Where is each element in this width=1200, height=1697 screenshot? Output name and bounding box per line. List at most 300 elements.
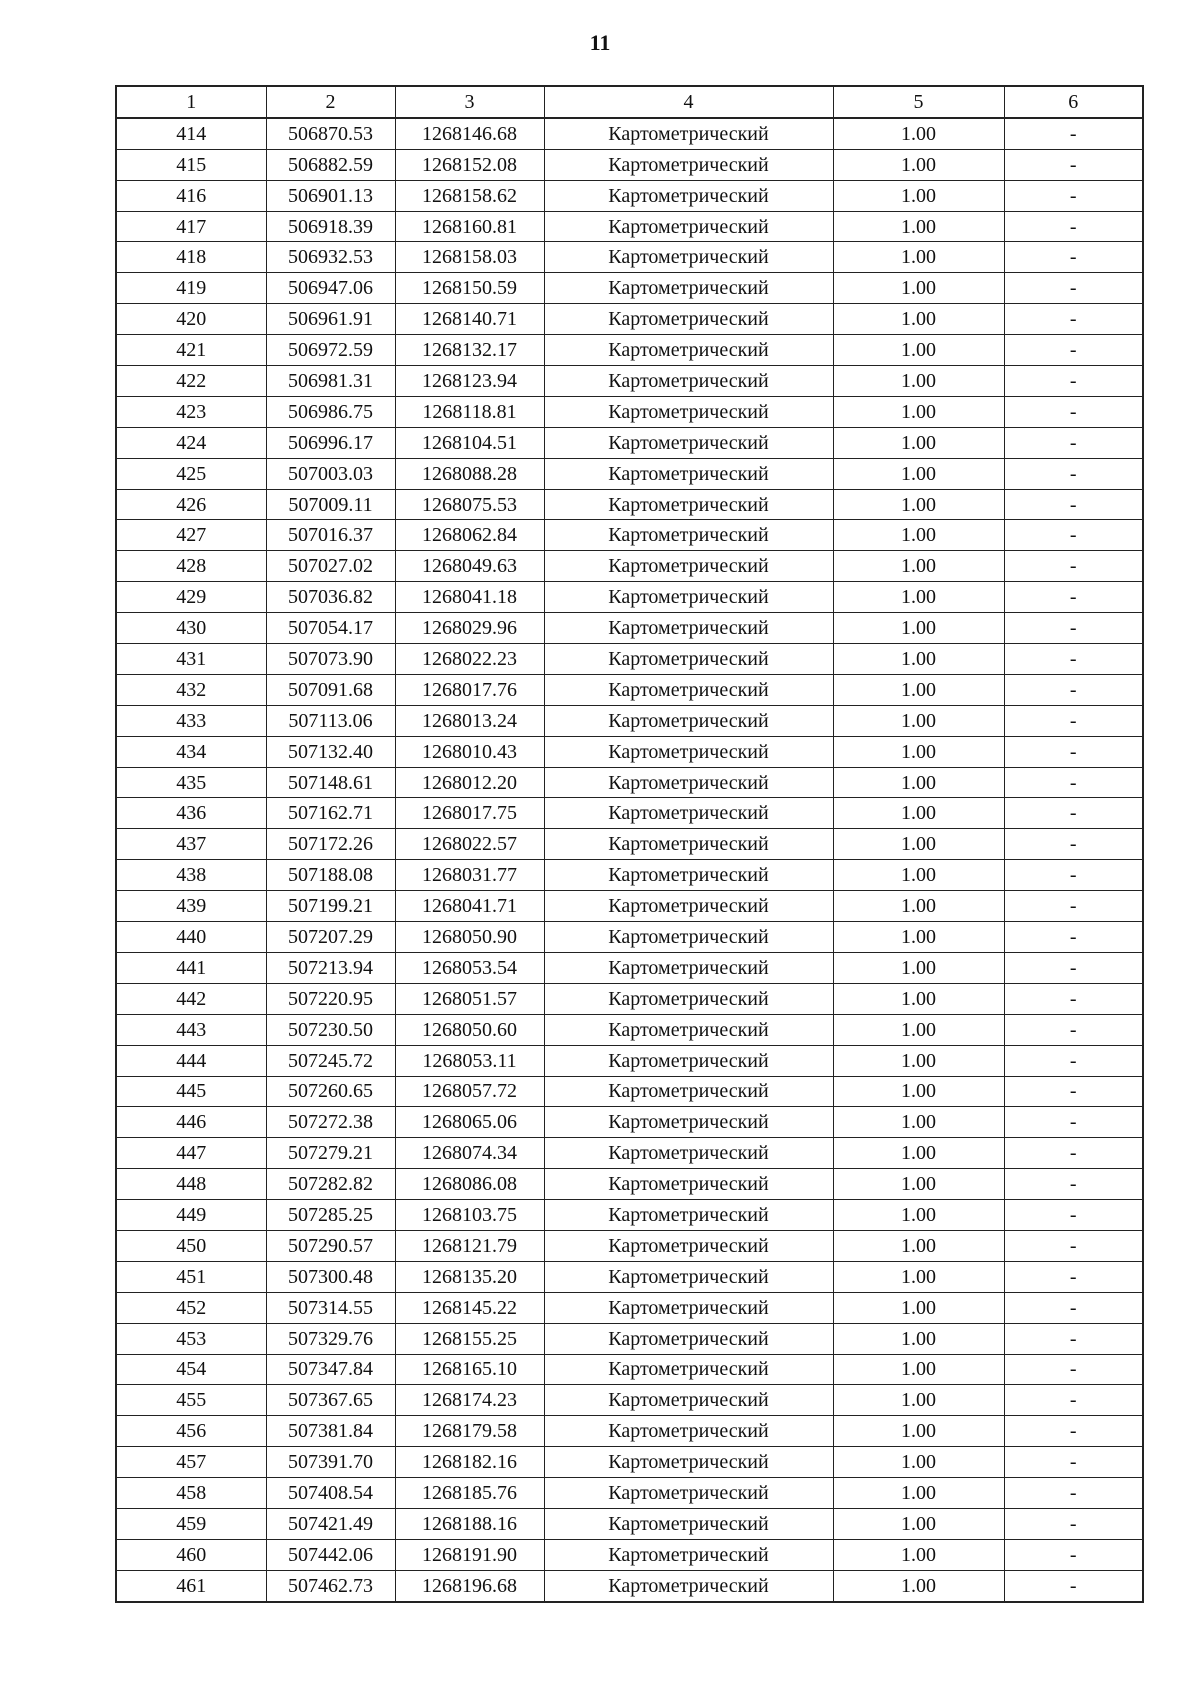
point-number-cell: 453 — [116, 1323, 266, 1354]
y-coordinate-cell: 1268196.68 — [395, 1570, 544, 1601]
y-coordinate-cell: 1268179.58 — [395, 1416, 544, 1447]
method-cell: Картометрический — [544, 1169, 833, 1200]
accuracy-cell: 1.00 — [833, 551, 1004, 582]
y-coordinate-cell: 1268010.43 — [395, 736, 544, 767]
point-number-cell: 426 — [116, 489, 266, 520]
x-coordinate-cell: 507300.48 — [266, 1261, 395, 1292]
method-cell: Картометрический — [544, 767, 833, 798]
point-number-cell: 421 — [116, 335, 266, 366]
method-cell: Картометрический — [544, 1447, 833, 1478]
point-number-cell: 438 — [116, 860, 266, 891]
accuracy-cell: 1.00 — [833, 1169, 1004, 1200]
method-cell: Картометрический — [544, 489, 833, 520]
accuracy-cell: 1.00 — [833, 396, 1004, 427]
table-row — [116, 304, 1143, 335]
x-coordinate-cell: 507009.11 — [266, 489, 395, 520]
table-row — [116, 149, 1143, 180]
y-coordinate-cell: 1268104.51 — [395, 427, 544, 458]
point-number-cell: 454 — [116, 1354, 266, 1385]
y-coordinate-cell: 1268174.23 — [395, 1385, 544, 1416]
accuracy-cell: 1.00 — [833, 983, 1004, 1014]
table-row — [116, 674, 1143, 705]
y-coordinate-cell: 1268155.25 — [395, 1323, 544, 1354]
note-cell: - — [1004, 1200, 1143, 1231]
table-row — [116, 427, 1143, 458]
table-row — [116, 335, 1143, 366]
note-cell: - — [1004, 273, 1143, 304]
accuracy-cell: 1.00 — [833, 180, 1004, 211]
note-cell: - — [1004, 1045, 1143, 1076]
accuracy-cell: 1.00 — [833, 922, 1004, 953]
table-row — [116, 366, 1143, 397]
accuracy-cell: 1.00 — [833, 335, 1004, 366]
accuracy-cell: 1.00 — [833, 644, 1004, 675]
point-number-cell: 435 — [116, 767, 266, 798]
point-number-cell: 431 — [116, 644, 266, 675]
x-coordinate-cell: 506870.53 — [266, 118, 395, 149]
y-coordinate-cell: 1268022.57 — [395, 829, 544, 860]
table-row — [116, 458, 1143, 489]
table-row — [116, 118, 1143, 149]
x-coordinate-cell: 507421.49 — [266, 1508, 395, 1539]
x-coordinate-cell: 507408.54 — [266, 1478, 395, 1509]
table-row — [116, 396, 1143, 427]
x-coordinate-cell: 507172.26 — [266, 829, 395, 860]
method-cell: Картометрический — [544, 1230, 833, 1261]
method-cell: Картометрический — [544, 736, 833, 767]
method-cell: Картометрический — [544, 520, 833, 551]
point-number-cell: 445 — [116, 1076, 266, 1107]
x-coordinate-cell: 507199.21 — [266, 891, 395, 922]
table-body — [116, 118, 1143, 1602]
y-coordinate-cell: 1268103.75 — [395, 1200, 544, 1231]
method-cell: Картометрический — [544, 983, 833, 1014]
table-row — [116, 1200, 1143, 1231]
table-row — [116, 1478, 1143, 1509]
method-cell: Картометрический — [544, 366, 833, 397]
x-coordinate-cell: 507314.55 — [266, 1292, 395, 1323]
method-cell: Картометрический — [544, 211, 833, 242]
accuracy-cell: 1.00 — [833, 1478, 1004, 1509]
method-cell: Картометрический — [544, 551, 833, 582]
method-cell: Картометрический — [544, 242, 833, 273]
method-cell: Картометрический — [544, 1570, 833, 1601]
table-row — [116, 242, 1143, 273]
point-number-cell: 415 — [116, 149, 266, 180]
accuracy-cell: 1.00 — [833, 1447, 1004, 1478]
accuracy-cell: 1.00 — [833, 767, 1004, 798]
x-coordinate-cell: 506972.59 — [266, 335, 395, 366]
table-row — [116, 520, 1143, 551]
note-cell: - — [1004, 427, 1143, 458]
column-header-6: 6 — [1004, 86, 1143, 118]
point-number-cell: 442 — [116, 983, 266, 1014]
method-cell: Картометрический — [544, 891, 833, 922]
column-header-4: 4 — [544, 86, 833, 118]
x-coordinate-cell: 507230.50 — [266, 1014, 395, 1045]
y-coordinate-cell: 1268041.71 — [395, 891, 544, 922]
x-coordinate-cell: 507073.90 — [266, 644, 395, 675]
point-number-cell: 450 — [116, 1230, 266, 1261]
point-number-cell: 441 — [116, 952, 266, 983]
note-cell: - — [1004, 1478, 1143, 1509]
point-number-cell: 455 — [116, 1385, 266, 1416]
point-number-cell: 439 — [116, 891, 266, 922]
point-number-cell: 440 — [116, 922, 266, 953]
method-cell: Картометрический — [544, 1014, 833, 1045]
y-coordinate-cell: 1268075.53 — [395, 489, 544, 520]
point-number-cell: 458 — [116, 1478, 266, 1509]
x-coordinate-cell: 507027.02 — [266, 551, 395, 582]
method-cell: Картометрический — [544, 582, 833, 613]
table-row — [116, 1323, 1143, 1354]
note-cell: - — [1004, 520, 1143, 551]
table-row — [116, 736, 1143, 767]
method-cell: Картометрический — [544, 1416, 833, 1447]
point-number-cell: 448 — [116, 1169, 266, 1200]
point-number-cell: 424 — [116, 427, 266, 458]
table-row — [116, 798, 1143, 829]
accuracy-cell: 1.00 — [833, 613, 1004, 644]
method-cell: Картометрический — [544, 149, 833, 180]
accuracy-cell: 1.00 — [833, 366, 1004, 397]
table-row — [116, 1447, 1143, 1478]
point-number-cell: 427 — [116, 520, 266, 551]
note-cell: - — [1004, 1138, 1143, 1169]
table-row — [116, 1354, 1143, 1385]
method-cell: Картометрический — [544, 396, 833, 427]
point-number-cell: 429 — [116, 582, 266, 613]
note-cell: - — [1004, 458, 1143, 489]
method-cell: Картометрический — [544, 1323, 833, 1354]
accuracy-cell: 1.00 — [833, 1076, 1004, 1107]
x-coordinate-cell: 507347.84 — [266, 1354, 395, 1385]
x-coordinate-cell: 507290.57 — [266, 1230, 395, 1261]
y-coordinate-cell: 1268013.24 — [395, 705, 544, 736]
accuracy-cell: 1.00 — [833, 736, 1004, 767]
note-cell: - — [1004, 860, 1143, 891]
method-cell: Картометрический — [544, 1354, 833, 1385]
note-cell: - — [1004, 180, 1143, 211]
table-row — [116, 1385, 1143, 1416]
y-coordinate-cell: 1268017.76 — [395, 674, 544, 705]
method-cell: Картометрический — [544, 335, 833, 366]
note-cell: - — [1004, 674, 1143, 705]
note-cell: - — [1004, 829, 1143, 860]
table-row — [116, 1107, 1143, 1138]
x-coordinate-cell: 507054.17 — [266, 613, 395, 644]
column-header-2: 2 — [266, 86, 395, 118]
y-coordinate-cell: 1268123.94 — [395, 366, 544, 397]
note-cell: - — [1004, 767, 1143, 798]
x-coordinate-cell: 507188.08 — [266, 860, 395, 891]
y-coordinate-cell: 1268132.17 — [395, 335, 544, 366]
y-coordinate-cell: 1268086.08 — [395, 1169, 544, 1200]
x-coordinate-cell: 507272.38 — [266, 1107, 395, 1138]
note-cell: - — [1004, 736, 1143, 767]
accuracy-cell: 1.00 — [833, 458, 1004, 489]
y-coordinate-cell: 1268158.03 — [395, 242, 544, 273]
x-coordinate-cell: 506901.13 — [266, 180, 395, 211]
y-coordinate-cell: 1268188.16 — [395, 1508, 544, 1539]
accuracy-cell: 1.00 — [833, 273, 1004, 304]
accuracy-cell: 1.00 — [833, 1354, 1004, 1385]
accuracy-cell: 1.00 — [833, 1045, 1004, 1076]
y-coordinate-cell: 1268012.20 — [395, 767, 544, 798]
accuracy-cell: 1.00 — [833, 674, 1004, 705]
coordinates-table — [115, 85, 1144, 1603]
table-row — [116, 1169, 1143, 1200]
accuracy-cell: 1.00 — [833, 1508, 1004, 1539]
x-coordinate-cell: 507162.71 — [266, 798, 395, 829]
note-cell: - — [1004, 983, 1143, 1014]
method-cell: Картометрический — [544, 674, 833, 705]
method-cell: Картометрический — [544, 1539, 833, 1570]
y-coordinate-cell: 1268152.08 — [395, 149, 544, 180]
point-number-cell: 418 — [116, 242, 266, 273]
note-cell: - — [1004, 891, 1143, 922]
note-cell: - — [1004, 211, 1143, 242]
point-number-cell: 460 — [116, 1539, 266, 1570]
method-cell: Картометрический — [544, 458, 833, 489]
note-cell: - — [1004, 922, 1143, 953]
accuracy-cell: 1.00 — [833, 1107, 1004, 1138]
table-row — [116, 1045, 1143, 1076]
point-number-cell: 459 — [116, 1508, 266, 1539]
point-number-cell: 420 — [116, 304, 266, 335]
y-coordinate-cell: 1268191.90 — [395, 1539, 544, 1570]
table-row — [116, 1292, 1143, 1323]
y-coordinate-cell: 1268050.90 — [395, 922, 544, 953]
accuracy-cell: 1.00 — [833, 149, 1004, 180]
y-coordinate-cell: 1268050.60 — [395, 1014, 544, 1045]
column-header-5: 5 — [833, 86, 1004, 118]
note-cell: - — [1004, 1076, 1143, 1107]
y-coordinate-cell: 1268031.77 — [395, 860, 544, 891]
method-cell: Картометрический — [544, 705, 833, 736]
note-cell: - — [1004, 705, 1143, 736]
y-coordinate-cell: 1268140.71 — [395, 304, 544, 335]
note-cell: - — [1004, 118, 1143, 149]
point-number-cell: 461 — [116, 1570, 266, 1601]
method-cell: Картометрический — [544, 427, 833, 458]
point-number-cell: 444 — [116, 1045, 266, 1076]
table-row — [116, 891, 1143, 922]
table-header-row — [116, 86, 1143, 118]
method-cell: Картометрический — [544, 644, 833, 675]
point-number-cell: 419 — [116, 273, 266, 304]
method-cell: Картометрический — [544, 613, 833, 644]
y-coordinate-cell: 1268135.20 — [395, 1261, 544, 1292]
table-row — [116, 582, 1143, 613]
note-cell: - — [1004, 551, 1143, 582]
y-coordinate-cell: 1268088.28 — [395, 458, 544, 489]
note-cell: - — [1004, 149, 1143, 180]
accuracy-cell: 1.00 — [833, 1416, 1004, 1447]
point-number-cell: 452 — [116, 1292, 266, 1323]
accuracy-cell: 1.00 — [833, 211, 1004, 242]
accuracy-cell: 1.00 — [833, 705, 1004, 736]
note-cell: - — [1004, 1230, 1143, 1261]
point-number-cell: 423 — [116, 396, 266, 427]
x-coordinate-cell: 507282.82 — [266, 1169, 395, 1200]
x-coordinate-cell: 507462.73 — [266, 1570, 395, 1601]
column-header-3: 3 — [395, 86, 544, 118]
method-cell: Картометрический — [544, 1107, 833, 1138]
table-row — [116, 551, 1143, 582]
note-cell: - — [1004, 1416, 1143, 1447]
note-cell: - — [1004, 335, 1143, 366]
y-coordinate-cell: 1268029.96 — [395, 613, 544, 644]
note-cell: - — [1004, 582, 1143, 613]
note-cell: - — [1004, 366, 1143, 397]
point-number-cell: 443 — [116, 1014, 266, 1045]
x-coordinate-cell: 507391.70 — [266, 1447, 395, 1478]
y-coordinate-cell: 1268049.63 — [395, 551, 544, 582]
note-cell: - — [1004, 613, 1143, 644]
note-cell: - — [1004, 1292, 1143, 1323]
y-coordinate-cell: 1268185.76 — [395, 1478, 544, 1509]
x-coordinate-cell: 507367.65 — [266, 1385, 395, 1416]
point-number-cell: 447 — [116, 1138, 266, 1169]
note-cell: - — [1004, 396, 1143, 427]
point-number-cell: 457 — [116, 1447, 266, 1478]
y-coordinate-cell: 1268017.75 — [395, 798, 544, 829]
x-coordinate-cell: 507213.94 — [266, 952, 395, 983]
method-cell: Картометрический — [544, 952, 833, 983]
x-coordinate-cell: 507260.65 — [266, 1076, 395, 1107]
y-coordinate-cell: 1268158.62 — [395, 180, 544, 211]
x-coordinate-cell: 507132.40 — [266, 736, 395, 767]
table-row — [116, 644, 1143, 675]
point-number-cell: 436 — [116, 798, 266, 829]
x-coordinate-cell: 506918.39 — [266, 211, 395, 242]
y-coordinate-cell: 1268146.68 — [395, 118, 544, 149]
accuracy-cell: 1.00 — [833, 891, 1004, 922]
x-coordinate-cell: 506947.06 — [266, 273, 395, 304]
x-coordinate-cell: 507003.03 — [266, 458, 395, 489]
accuracy-cell: 1.00 — [833, 489, 1004, 520]
note-cell: - — [1004, 952, 1143, 983]
table-row — [116, 1570, 1143, 1601]
note-cell: - — [1004, 1261, 1143, 1292]
point-number-cell: 449 — [116, 1200, 266, 1231]
x-coordinate-cell: 506986.75 — [266, 396, 395, 427]
x-coordinate-cell: 506961.91 — [266, 304, 395, 335]
method-cell: Картометрический — [544, 273, 833, 304]
method-cell: Картометрический — [544, 1200, 833, 1231]
y-coordinate-cell: 1268160.81 — [395, 211, 544, 242]
method-cell: Картометрический — [544, 118, 833, 149]
point-number-cell: 428 — [116, 551, 266, 582]
table-row — [116, 1138, 1143, 1169]
note-cell: - — [1004, 1354, 1143, 1385]
note-cell: - — [1004, 1508, 1143, 1539]
table-row — [116, 983, 1143, 1014]
point-number-cell: 414 — [116, 118, 266, 149]
table-row — [116, 1539, 1143, 1570]
point-number-cell: 432 — [116, 674, 266, 705]
accuracy-cell: 1.00 — [833, 1138, 1004, 1169]
note-cell: - — [1004, 489, 1143, 520]
accuracy-cell: 1.00 — [833, 829, 1004, 860]
accuracy-cell: 1.00 — [833, 1570, 1004, 1601]
table-row — [116, 767, 1143, 798]
x-coordinate-cell: 507279.21 — [266, 1138, 395, 1169]
method-cell: Картометрический — [544, 922, 833, 953]
y-coordinate-cell: 1268074.34 — [395, 1138, 544, 1169]
method-cell: Картометрический — [544, 1508, 833, 1539]
x-coordinate-cell: 507113.06 — [266, 705, 395, 736]
x-coordinate-cell: 507148.61 — [266, 767, 395, 798]
accuracy-cell: 1.00 — [833, 520, 1004, 551]
accuracy-cell: 1.00 — [833, 118, 1004, 149]
note-cell: - — [1004, 1447, 1143, 1478]
accuracy-cell: 1.00 — [833, 798, 1004, 829]
method-cell: Картометрический — [544, 1076, 833, 1107]
point-number-cell: 451 — [116, 1261, 266, 1292]
y-coordinate-cell: 1268062.84 — [395, 520, 544, 551]
note-cell: - — [1004, 304, 1143, 335]
note-cell: - — [1004, 242, 1143, 273]
table-row — [116, 489, 1143, 520]
accuracy-cell: 1.00 — [833, 242, 1004, 273]
note-cell: - — [1004, 1014, 1143, 1045]
x-coordinate-cell: 507036.82 — [266, 582, 395, 613]
table-row — [116, 922, 1143, 953]
point-number-cell: 430 — [116, 613, 266, 644]
table-row — [116, 860, 1143, 891]
x-coordinate-cell: 507220.95 — [266, 983, 395, 1014]
method-cell: Картометрический — [544, 1292, 833, 1323]
y-coordinate-cell: 1268053.54 — [395, 952, 544, 983]
point-number-cell: 416 — [116, 180, 266, 211]
note-cell: - — [1004, 1385, 1143, 1416]
table-row — [116, 211, 1143, 242]
table-row — [116, 829, 1143, 860]
y-coordinate-cell: 1268118.81 — [395, 396, 544, 427]
accuracy-cell: 1.00 — [833, 582, 1004, 613]
accuracy-cell: 1.00 — [833, 1292, 1004, 1323]
y-coordinate-cell: 1268150.59 — [395, 273, 544, 304]
table-row — [116, 180, 1143, 211]
table-row — [116, 1508, 1143, 1539]
x-coordinate-cell: 507016.37 — [266, 520, 395, 551]
x-coordinate-cell: 506996.17 — [266, 427, 395, 458]
table-row — [116, 1014, 1143, 1045]
note-cell: - — [1004, 1107, 1143, 1138]
method-cell: Картометрический — [544, 829, 833, 860]
accuracy-cell: 1.00 — [833, 1385, 1004, 1416]
point-number-cell: 422 — [116, 366, 266, 397]
table-row — [116, 273, 1143, 304]
point-number-cell: 437 — [116, 829, 266, 860]
table-row — [116, 952, 1143, 983]
accuracy-cell: 1.00 — [833, 952, 1004, 983]
x-coordinate-cell: 507285.25 — [266, 1200, 395, 1231]
method-cell: Картометрический — [544, 180, 833, 211]
table-row — [116, 1230, 1143, 1261]
point-number-cell: 434 — [116, 736, 266, 767]
y-coordinate-cell: 1268182.16 — [395, 1447, 544, 1478]
table-row — [116, 705, 1143, 736]
point-number-cell: 425 — [116, 458, 266, 489]
accuracy-cell: 1.00 — [833, 1323, 1004, 1354]
y-coordinate-cell: 1268065.06 — [395, 1107, 544, 1138]
note-cell: - — [1004, 644, 1143, 675]
accuracy-cell: 1.00 — [833, 1539, 1004, 1570]
method-cell: Картометрический — [544, 1138, 833, 1169]
